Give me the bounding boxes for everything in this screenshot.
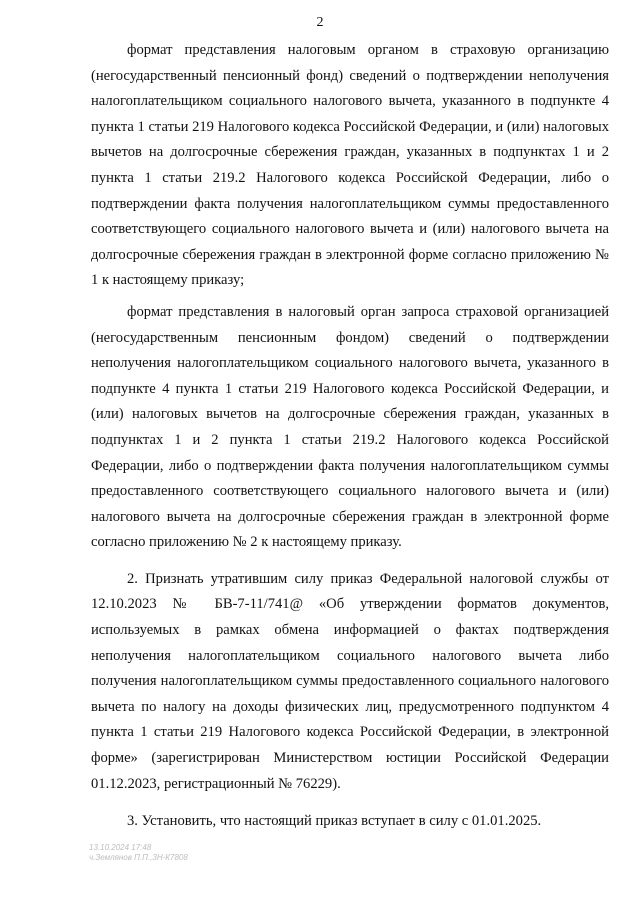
paragraph-item-2: 2. Признать утратившим силу приказ Федеральной налоговой службы от 12.10.2023 № БВ-7-11/741@ «Об утверждении форматов документов, используемых в рамках обмена информацией о фактах подтверждения неполучения налогоплательщиком социального налогового вычета либо получения налогоплательщиком суммы предоставленного социального налогового вычета по налогу на доходы физических лиц, предусмотренного подпунктом 4 пункта 1 статьи 219 Налогового кодекса Российской Федерации, в электронной форме» (зарегистрирован Министерством юстиции Российской Федерации 01.12.2023, регистрационный № 76229).	[91, 570, 609, 792]
page-number: 2	[316, 15, 324, 30]
document-body	[91, 38, 609, 835]
stamp-line-2: ч.Землянов П.П.,3Н-К7808	[89, 853, 188, 862]
stamp-line-1: 13.10.2024 17:48	[89, 843, 152, 852]
registration-stamp	[89, 843, 188, 863]
paragraph-format-1: формат представления налоговым органом в страховую организацию (негосударственный пенсионный фонд) сведений о подтверждении неполучения налогоплательщиком социального налогового вычета, указанного в подпункте 4 пункта 1 статьи 219 Налогового кодекса Российской Федерации, и (или) налоговых вычетов на долгосрочные сбережения граждан, указанных в подпунктах 1 и 2 пункта 1 статьи 219.2 Налогового кодекса Российской Федерации, либо о подтверждении факта получения налогоплательщиком суммы предоставленного соответствующего социального налогового вычета и (или) налогового вычета на долгосрочные сбережения граждан в электронной форме согласно приложению № 1 к настоящему приказу;	[91, 42, 609, 289]
paragraph-format-2: формат представления в налоговый орган запроса страховой организацией (негосударственным пенсионным фондом) сведений о подтверждении неполучения налогоплательщиком социального налогового вычета, указанного в подпункте 4 пункта 1 статьи 219 Налогового кодекса Российской Федерации, и (или) налоговых вычетов на долгосрочные сбережения граждан, указанных в подпунктах 1 и 2 пункта 1 статьи 219.2 Налогового кодекса Российской Федерации, либо о подтверждении факта получения налогоплательщиком суммы предоставленного соответствующего социального налогового вычета и (или) налогового вычета на долгосрочные сбережения граждан в электронной форме согласно приложению № 2 к настоящему приказу.	[91, 303, 609, 551]
paragraph-item-3: 3. Установить, что настоящий приказ вступает в силу с 01.01.2025.	[127, 813, 542, 830]
